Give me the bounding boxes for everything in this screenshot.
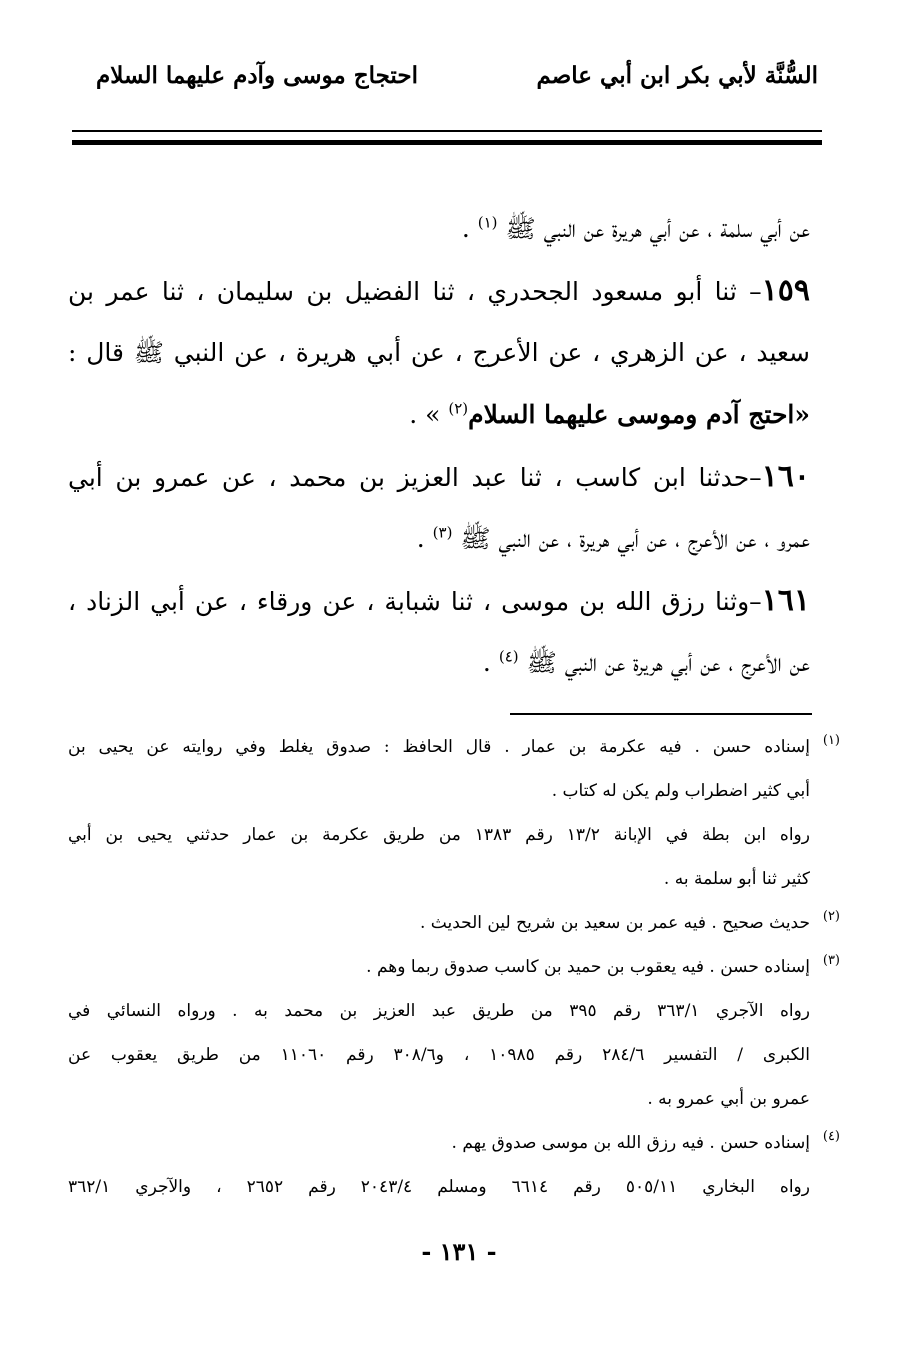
footnote-mark: (٣): [822, 953, 840, 968]
footnote-ref: (٣): [432, 523, 453, 542]
footnote-text: عمرو بن أبي عمرو به .: [647, 1089, 810, 1109]
running-head-book-title: السُّنَّة لأبي بكر ابن أبي عاصم: [536, 62, 818, 89]
footnote-text: أبي كثير اضطراب ولم يكن له كتاب .: [551, 781, 810, 801]
header-rule-thick: [72, 140, 822, 145]
line-text: سعيد ، عن الزهري ، عن الأعرج ، عن أبي هريرة ، عن النبي ﷺ قال :: [68, 338, 810, 367]
footnote-text: إسناده حسن . فيه عكرمة بن عمار . قال الحافظ : صدوق يغلط وفي روايته عن يحيى بن: [68, 737, 810, 757]
footnote-4-line-2: [68, 1165, 810, 1209]
hadith-159-line-1: [68, 260, 810, 322]
line-text: –وثنا رزق الله بن موسى ، ثنا شبابة ، عن ورقاء ، عن أبي الزناد ،: [68, 587, 762, 616]
hadith-quote: «احتج آدم وموسى عليهما السلام: [468, 400, 810, 429]
footnote-ref: (١): [477, 213, 498, 232]
line-end: .: [482, 648, 499, 677]
footnote-text: إسناده حسن . فيه رزق الله بن موسى صدوق يهم .: [451, 1133, 810, 1153]
footnote-3-line-2: [68, 989, 810, 1033]
hadith-number: ١٥٩: [761, 273, 810, 308]
footnote-3-line-1: [68, 945, 840, 989]
line-end: .: [461, 214, 478, 243]
footnote-3-line-3: [68, 1033, 810, 1077]
line-text: – ثنا أبو مسعود الجحدري ، ثنا الفضيل بن سليمان ، ثنا عمر بن: [68, 277, 762, 306]
hadith-161-line-2: [68, 632, 810, 694]
footnote-mark: (١): [822, 733, 840, 748]
footnote-text: حديث صحيح . فيه عمر بن سعيد بن شريح لين الحديث .: [420, 913, 810, 933]
footnote-1-line-2: [68, 769, 810, 813]
footnote-3-line-4: [68, 1077, 810, 1121]
footnote-text: إسناده حسن . فيه يعقوب بن حميد بن كاسب صدوق ربما وهم .: [366, 957, 810, 977]
hadith-159-line-2: [68, 322, 810, 384]
hadith-160-line-1: [68, 446, 810, 508]
page-number: - ١٣١ -: [421, 1237, 497, 1266]
hadith-number: ١٦٠: [761, 459, 810, 494]
footnote-ref: (٢): [448, 399, 469, 418]
footnote-text: الكبرى / التفسير ٢٨٤/٦ رقم ١٠٩٨٥ ، و٣٠٨/٦ رقم ١١٠٦٠ من طريق يعقوب عن: [68, 1045, 810, 1065]
line-text: عمرو ، عن الأعرج ، عن أبي هريرة ، عن النبي ﷺ: [460, 524, 810, 553]
hadith-160-line-2: [68, 508, 810, 570]
line-end: » .: [409, 400, 441, 429]
hadith-159-line-3: [68, 384, 810, 446]
running-head-chapter-title: احتجاج موسى وآدم عليهما السلام: [96, 62, 418, 89]
hadith-161-line-1: [68, 570, 810, 632]
main-text: [68, 198, 810, 694]
footnote-mark: (٢): [822, 909, 840, 924]
footnote-separator: [510, 713, 812, 715]
footnote-4-line-1: [68, 1121, 840, 1165]
footnote-1-line-4: [68, 857, 810, 901]
line-text: –حدثنا ابن كاسب ، ثنا عبد العزيز بن محمد ، عن عمرو بن أبي: [68, 463, 762, 492]
footnote-ref: (٤): [498, 647, 519, 666]
line-end: .: [416, 524, 433, 553]
footnote-text: كثير ثنا أبو سلمة به .: [663, 869, 810, 889]
header-rule-thin: [72, 130, 822, 132]
footnote-1-line-3: [68, 813, 810, 857]
footnote-text: رواه الآجري ٣٦٣/١ رقم ٣٩٥ من طريق عبد العزيز بن محمد به . ورواه النسائي في: [68, 1001, 810, 1021]
hadith-number: ١٦١: [761, 583, 810, 618]
footnotes: [68, 725, 840, 1209]
line-text: عن الأعرج ، عن أبي هريرة عن النبي ﷺ: [526, 648, 810, 677]
footnote-text: رواه البخاري ٥٠٥/١١ رقم ٦٦١٤ ومسلم ٢٠٤٣/٤ رقم ٢٦٥٢ ، والآجري ٣٦٢/١: [68, 1177, 810, 1197]
text-line: [68, 198, 810, 260]
footnote-mark: (٤): [822, 1129, 840, 1144]
line-text: عن أبي سلمة ، عن أبي هريرة عن النبي ﷺ: [505, 214, 810, 243]
footnote-2-line-1: [68, 901, 840, 945]
footnote-text: رواه ابن بطة في الإبانة ١٣/٢ رقم ١٣٨٣ من طريق عكرمة بن عمار حدثني يحيى بن أبي: [68, 825, 810, 845]
footnote-1-line-1: [68, 725, 840, 769]
